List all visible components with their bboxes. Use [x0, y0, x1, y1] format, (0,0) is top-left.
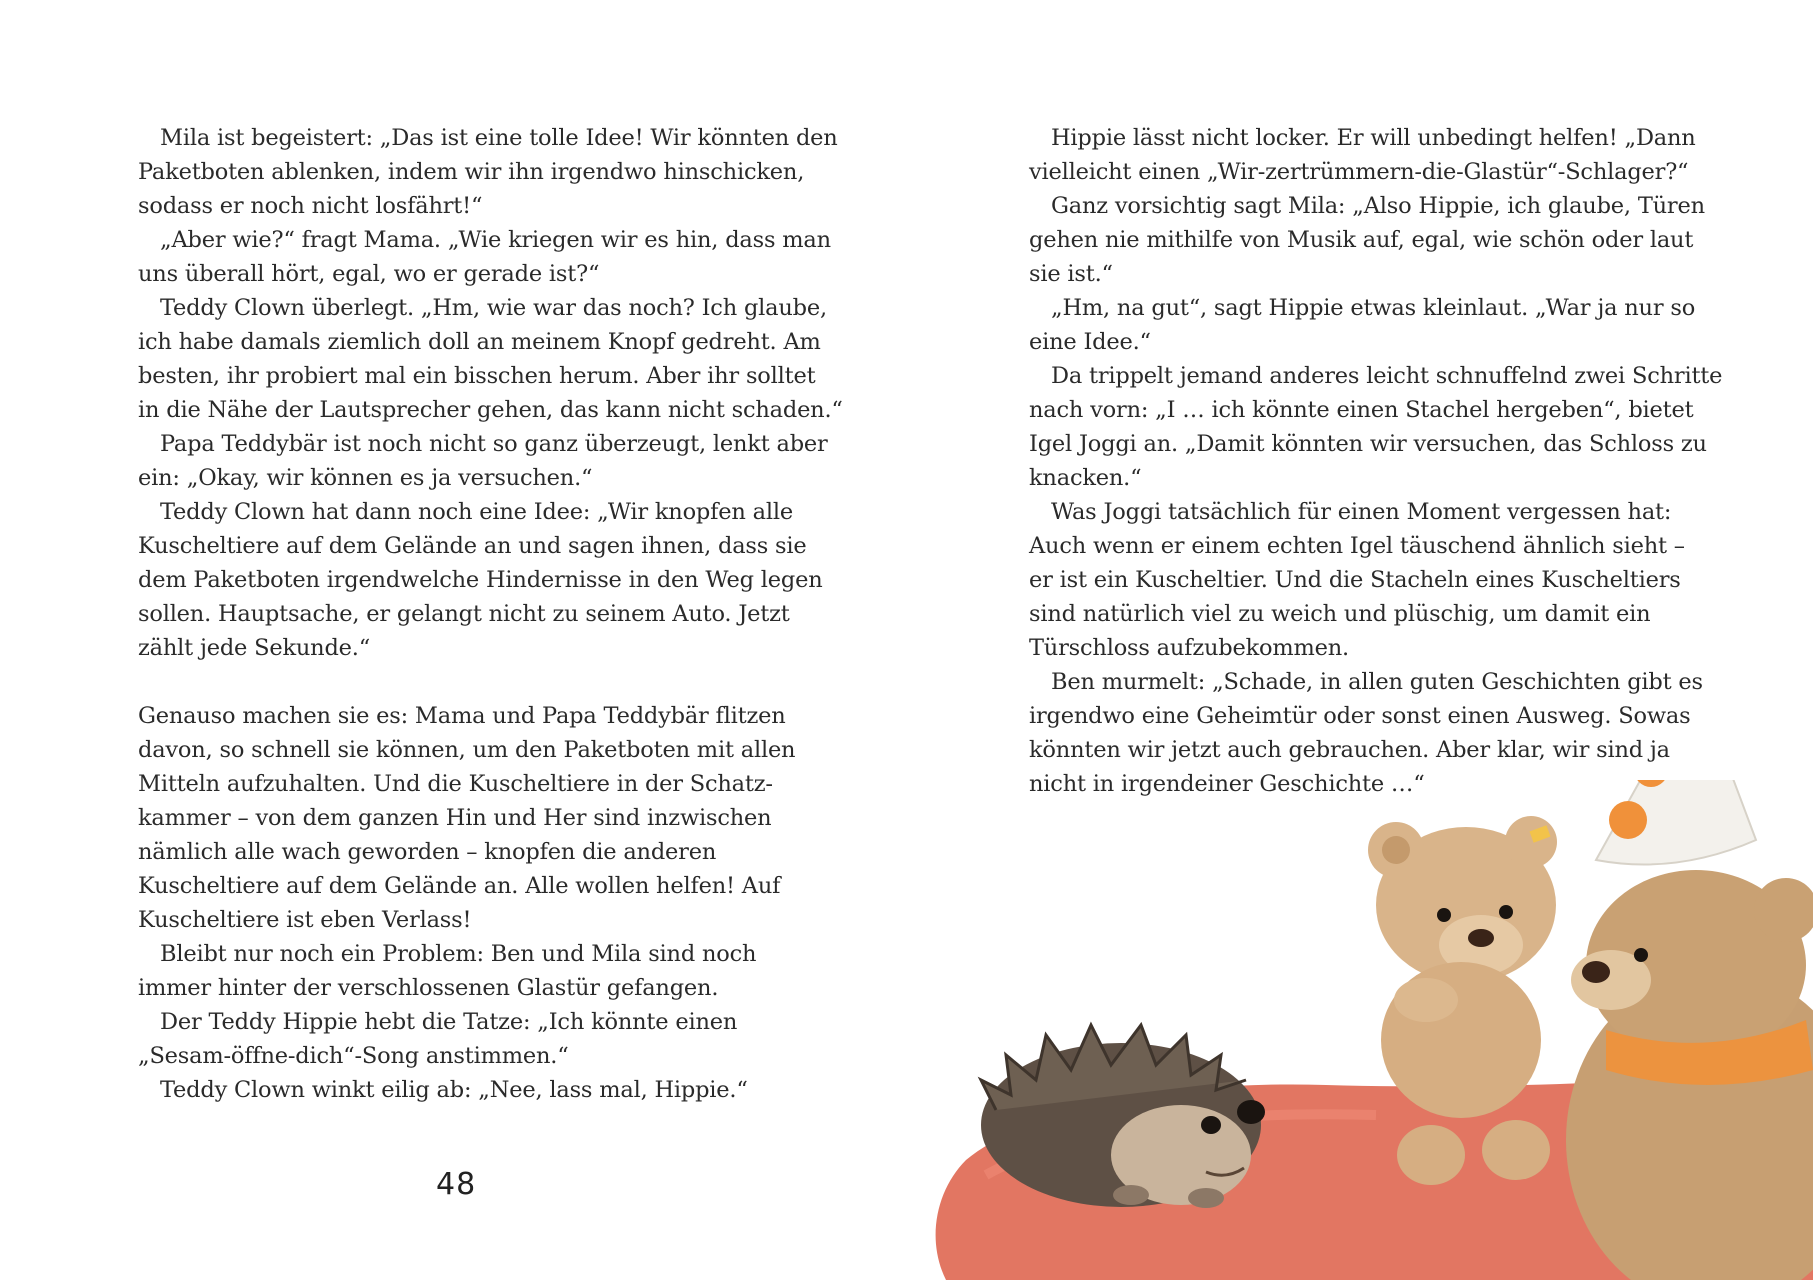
right-page-text-line: irgendwo eine Geheimtür oder sonst einen Ausweg. Sowas: [1029, 703, 1691, 729]
left-page-text-line: Mila ist begeistert: „Das ist eine tolle Idee! Wir könnten den: [160, 125, 838, 151]
right-page-text-line: Ganz vorsichtig sagt Mila: „Also Hippie, ich glaube, Türen: [1051, 193, 1705, 219]
left-page-text: [138, 121, 843, 1107]
right-page-text-line: „Hm, na gut“, sagt Hippie etwas kleinlaut. „War ja nur so: [1051, 295, 1696, 321]
left-page-text-line: Paketboten ablenken, indem wir ihn irgendwo hinschicken,: [138, 159, 805, 185]
left-page-text-line: Teddy Clown hat dann noch eine Idee: „Wir knopfen alle: [160, 499, 793, 525]
right-page-text-line: Türschloss aufzubekommen.: [1029, 635, 1349, 661]
left-page-text-line: dem Paketboten irgendwelche Hindernisse in den Weg legen: [138, 567, 823, 593]
hedgehog-figure: [981, 1025, 1265, 1208]
right-page: [906, 0, 1813, 1280]
left-page-text-line: Bleibt nur noch ein Problem: Ben und Mila sind noch: [160, 941, 757, 967]
left-page-text-line: „Aber wie?“ fragt Mama. „Wie kriegen wir es hin, dass man: [160, 227, 831, 253]
left-page-text-line: in die Nähe der Lautsprecher gehen, das kann nicht schaden.“: [138, 397, 843, 423]
right-page-text-line: Hippie lässt nicht locker. Er will unbedingt helfen! „Dann: [1051, 125, 1696, 151]
right-page-text-line: gehen nie mithilfe von Musik auf, egal, wie schön oder laut: [1029, 227, 1694, 253]
left-page-text-line: nämlich alle wach geworden – knopfen die anderen: [138, 839, 717, 865]
right-page-text-line: Auch wenn er einem echten Igel täuschend ähnlich sieht –: [1029, 533, 1685, 559]
left-page-text-line: sollen. Hauptsache, er gelangt nicht zu seinem Auto. Jetzt: [138, 601, 790, 627]
left-page-text-line: kammer – von dem ganzen Hin und Her sind inzwischen: [138, 805, 772, 831]
left-page-text-line: besten, ihr probiert mal ein bisschen herum. Aber ihr solltet: [138, 363, 816, 389]
left-page: [0, 0, 906, 1280]
left-page-text-line: Kuscheltiere auf dem Gelände an. Alle wollen helfen! Auf: [138, 873, 781, 899]
left-page-text-line: uns überall hört, egal, wo er gerade ist?“: [138, 261, 600, 287]
left-page-text-line: Kuscheltiere auf dem Gelände an und sagen ihnen, dass sie: [138, 533, 807, 559]
teddy-hedgehog-illustration: [906, 780, 1813, 1280]
left-page-text-line: ich habe damals ziemlich doll an meinem Knopf gedreht. Am: [138, 329, 821, 355]
right-page-text-line: sind natürlich viel zu weich und plüschig, um damit ein: [1029, 601, 1651, 627]
right-page-text: [1029, 121, 1723, 801]
left-page-text-line: Kuscheltiere ist eben Verlass!: [138, 907, 472, 933]
right-page-text-line: nach vorn: „I … ich könnte einen Stachel hergeben“, bietet: [1029, 397, 1694, 423]
left-page-text-line: sodass er noch nicht losfährt!“: [138, 193, 483, 219]
right-page-text-line: könnten wir jetzt auch gebrauchen. Aber klar, wir sind ja: [1029, 737, 1670, 763]
clown-teddy-figure: [1566, 780, 1813, 1280]
right-page-text-line: eine Idee.“: [1029, 329, 1151, 355]
right-page-text-line: Was Joggi tatsächlich für einen Moment vergessen hat:: [1051, 499, 1672, 525]
right-page-text-line: knacken.“: [1029, 465, 1142, 491]
left-page-text-line: Genauso machen sie es: Mama und Papa Teddybär flitzen: [138, 703, 786, 729]
left-page-text-line: zählt jede Sekunde.“: [138, 635, 371, 661]
left-page-text-line: ein: „Okay, wir können es ja versuchen.“: [138, 465, 593, 491]
left-page-text-line: [138, 665, 788, 699]
left-page-text-line: Mitteln aufzuhalten. Und die Kuscheltiere in der Schatz-: [138, 771, 773, 797]
left-page-text-line: davon, so schnell sie können, um den Paketboten mit allen: [138, 737, 796, 763]
left-page-text-line: Teddy Clown winkt eilig ab: „Nee, lass mal, Hippie.“: [160, 1077, 748, 1103]
left-page-text-line: „Sesam-öffne-dich“-Song anstimmen.“: [138, 1043, 569, 1069]
pompom-2: [1609, 801, 1647, 839]
right-page-text-line: vielleicht einen „Wir-zertrümmern-die-Glastür“-Schlager?“: [1029, 159, 1689, 185]
right-page-text-line: er ist ein Kuscheltier. Und die Stacheln eines Kuscheltiers: [1029, 567, 1681, 593]
left-page-text-line: Papa Teddybär ist noch nicht so ganz überzeugt, lenkt aber: [160, 431, 828, 457]
page-number: 48: [436, 1167, 477, 1202]
right-page-text-line: sie ist.“: [1029, 261, 1113, 287]
right-page-text-line: Ben murmelt: „Schade, in allen guten Geschichten gibt es: [1051, 669, 1703, 695]
right-page-text-line: nicht in irgendeiner Geschichte …“: [1029, 771, 1425, 797]
right-page-text-line: Igel Joggi an. „Damit könnten wir versuchen, das Schloss zu: [1029, 431, 1707, 457]
right-page-text-line: Da trippelt jemand anderes leicht schnuffelnd zwei Schritte: [1051, 363, 1723, 389]
left-page-text-line: Der Teddy Hippie hebt die Tatze: „Ich könnte einen: [160, 1009, 738, 1035]
left-page-text-line: Teddy Clown überlegt. „Hm, wie war das noch? Ich glaube,: [160, 295, 827, 321]
left-page-text-line: immer hinter der verschlossenen Glastür gefangen.: [138, 975, 719, 1001]
